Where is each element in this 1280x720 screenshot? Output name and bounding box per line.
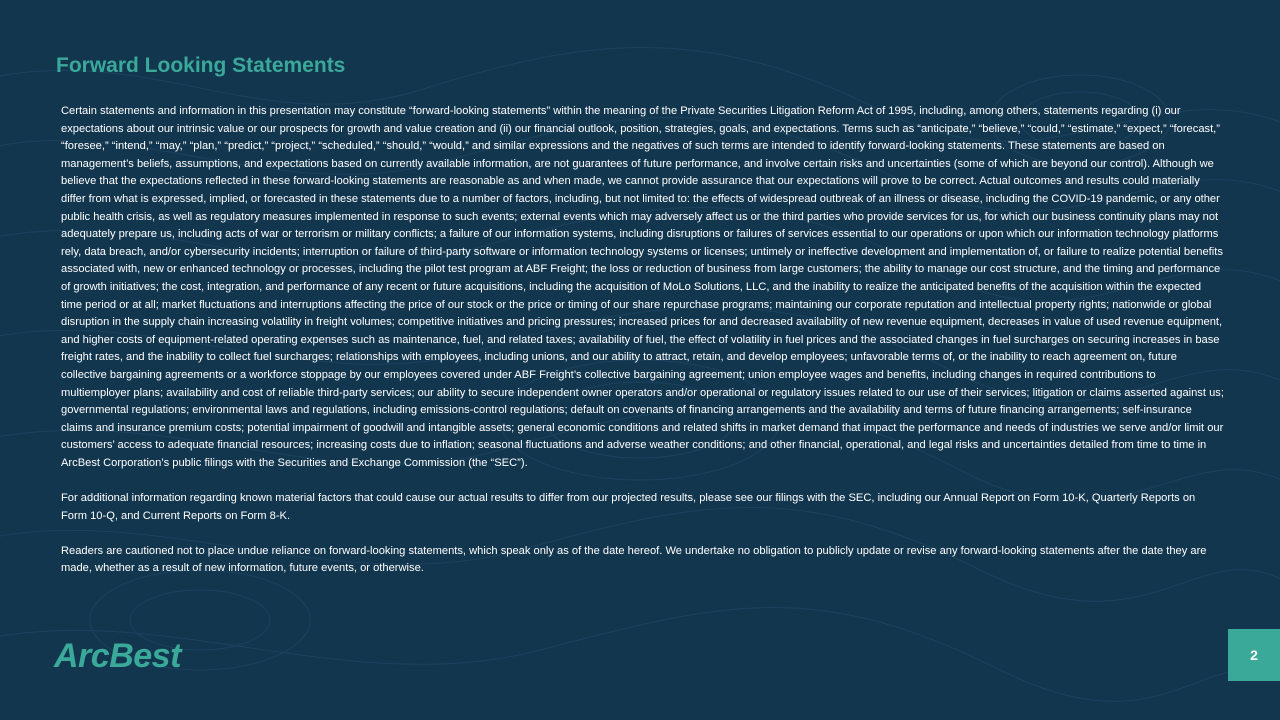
arcbest-logo-text: ArcBest [54,637,181,672]
disclaimer-body [61,103,1224,578]
disclaimer-paragraph-3: Readers are cautioned not to place undue reliance on forward-looking statements, which speak only as of the date hereof. We undertake no obligation to publicly update or revise any forward-looking statements after the date they are made, whether as a result of new information, future events, or otherwise. [61,544,1207,575]
slide-title: Forward Looking Statements [56,54,346,77]
disclaimer-paragraph-2: For additional information regarding known material factors that could cause our actual results to differ from our projected results, please see our filings with the SEC, including our Annual Report on Form 10-K, Quarterly Reports on Form 10-Q, and Current Reports on Form 8-K. [61,492,1196,522]
arcbest-logo [52,636,210,672]
disclaimer-paragraph-1: Certain statements and information in this presentation may constitute “forward-looking statements” within the meaning of the Private Securities Litigation Reform Act of 1995, including, among others, statements regarding (i) our expectations about our intrinsic value or our prospects for growth and value creation and (ii) our financial outlook, position, strategies, goals, and expectations. Terms such as “anticipate,” “believe,” “could,” “estimate,” “expect,” “forecast,” “foresee,” “intend,” “may,” “plan,” “predict,” “project,” “scheduled,” “should,” “would,” and similar expressions and the negatives of such terms are intended to identify forward-looking statements. These statements are based on management’s beliefs, assumptions, and expectations based on currently available information, are not guarantees of future performance, and involve certain risks and uncertainties (some of which are beyond our control). Although we believe that the expectations reflected in these forward-looking statements are reasonable as and when made, we cannot provide assurance that our expectations will prove to be correct. Actual outcomes and results could materially differ from what is expressed, implied, or forecasted in these statements due to a number of factors, including, but not limited to: the effects of widespread outbreak of an illness or disease, including the COVID-19 pandemic, or any other public health crisis, as well as regulatory measures implemented in response to such events; external events which may adversely affect us or the third parties who provide services for us, for which our business continuity plans may not adequately prepare us, including acts of war or terrorism or military conflicts; a failure of our information systems, including disruptions or failures of services essential to our operations or upon which our information technology platforms rely, data breach, and/or cybersecurity incidents; interruption or failure of third-party software or information technology systems or licenses; untimely or ineffective development and implementation of, or failure to realize potential benefits associated with, new or enhanced technology or processes, including the pilot test program at ABF Freight; the loss or reduction of business from large customers; the ability to manage our cost structure, and the timing and performance of growth initiatives; the cost, integration, and performance of any recent or future acquisitions, including the acquisition of MoLo Solutions, LLC, and the inability to realize the anticipated benefits of the acquisition within the expected time period or at all; market fluctuations and interruptions affecting the price of our stock or the price or timing of our share repurchase programs; maintaining our corporate reputation and intellectual property rights; nationwide or global disruption in the supply chain increasing volatility in freight volumes; competitive initiatives and pricing pressures; increased prices for and decreased availability of new revenue equipment, decreases in value of used revenue equipment, and higher costs of equipment-related operating expenses such as maintenance, fuel, and related taxes; availability of fuel, the effect of volatility in fuel prices and the associated changes in fuel surcharges on securing increases in base freight rates, and the inability to collect fuel surcharges; relationships with employees, including unions, and our ability to attract, retain, and develop employees; unfavorable terms of, or the inability to reach agreement on, future collective bargaining agreements or a workforce stoppage by our employees covered under ABF Freight’s collective bargaining agreement; union employee wages and benefits, including changes in required contributions to multiemployer plans; availability and cost of reliable third-party services; our ability to secure independent owner operators and/or operational or regulatory issues related to our use of their services; litigation or claims asserted against us; governmental regulations; environmental laws and regulations, including emissions-control regulations; default on covenants of financing arrangements and the availability and terms of future financing arrangements; self-insurance claims and insurance premium costs; potential impairment of goodwill and intangible assets; general economic conditions and related shifts in market demand that impact the performance and needs of industries we serve and/or limit our customers’ access to adequate financial resources; increasing costs due to inflation; seasonal fluctuations and adverse weather conditions; and other financial, operational, and legal risks and uncertainties detailed from time to time in ArcBest Corporation’s public filings with the Securities and Exchange Commission (the “SEC”). [61,105,1224,469]
page-number: 2 [1228,629,1280,681]
